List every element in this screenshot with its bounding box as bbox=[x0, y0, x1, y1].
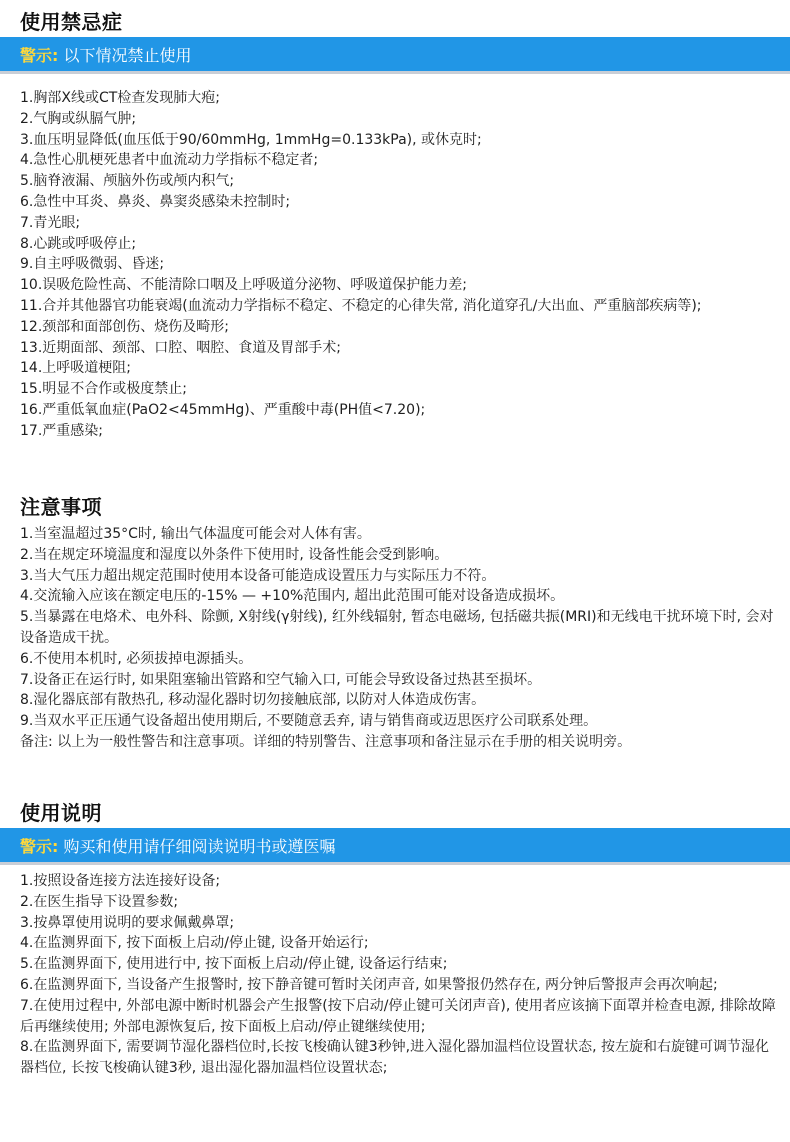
warning-message: 以下情况禁止使用 bbox=[63, 46, 192, 65]
list-item: 1.按照设备连接方法连接好设备; bbox=[20, 873, 221, 889]
notes-title: 注意事项 bbox=[20, 495, 102, 519]
contraindications-warning-banner bbox=[0, 37, 790, 74]
list-item: 15.明显不合作或极度禁止; bbox=[20, 381, 187, 398]
usage-list bbox=[20, 871, 780, 1079]
list-item: 4.在监测界面下, 按下面板上启动/停止键, 设备开始运行; bbox=[20, 935, 369, 952]
list-item: 6.在监测界面下, 当设备产生报警时, 按下静音键可暂时关闭声音, 如果警报仍然存在, 两分钟后警报声会再次响起; bbox=[20, 976, 718, 993]
list-item: 3.当大气压力超出规定范围时使用本设备可能造成设置压力与实际压力不符。 bbox=[20, 567, 496, 584]
list-item: 7.在使用过程中, 外部电源中断时机器会产生报警(按下启动/停止键可关闭声音), 使用者应该摘下面罩并检查电源, 排除故障后再继续使用; 外部电源恢复后, 按下面板上启动/停止键继续使用; bbox=[20, 997, 776, 1035]
list-item: 8.在监测界面下, 需要调节湿化器档位时,长按飞梭确认键3秒钟,进入湿化器加温档位设置状态, 按左旋和右旋键可调节湿化器档位, 长按飞梭确认键3秒, 退出湿化器加温档位设置状态; bbox=[20, 1039, 769, 1077]
contraindications-title: 使用禁忌症 bbox=[20, 10, 123, 34]
list-item: 14.上呼吸道梗阻; bbox=[20, 360, 131, 377]
usage-title: 使用说明 bbox=[20, 801, 102, 825]
list-item: 4.急性心肌梗死患者中血流动力学指标不稳定者; bbox=[20, 152, 319, 169]
list-item: 8.湿化器底部有散热孔, 移动湿化器时切勿接触底部, 以防对人体造成伤害。 bbox=[20, 692, 486, 709]
warning-label: 警示: bbox=[20, 46, 59, 65]
usage-warning-banner bbox=[0, 828, 790, 865]
list-item: 2.气胸或纵膈气肿; bbox=[20, 110, 137, 127]
list-item: 8.心跳或呼吸停止; bbox=[20, 235, 137, 252]
warning-message: 购买和使用请仔细阅读说明书或遵医嘱 bbox=[63, 837, 336, 856]
notes-list bbox=[20, 524, 780, 753]
list-item: 9.当双水平正压通气设备超出使用期后, 不要随意丢弃, 请与销售商或迈思医疗公司联系处理。 bbox=[20, 713, 598, 730]
list-item: 9.自主呼吸微弱、昏迷; bbox=[20, 256, 165, 273]
list-item: 5.脑脊液漏、颅脑外伤或颅内积气; bbox=[20, 173, 235, 190]
list-item: 2.当在规定环境温度和湿度以外条件下使用时, 设备性能会受到影响。 bbox=[20, 546, 449, 563]
list-item: 5.当暴露在电烙术、电外科、除颤, X射线(γ射线), 红外线辐射, 暂态电磁场, 包括磁共振(MRI)和无线电干扰环境下时, 会对设备造成干扰。 bbox=[20, 609, 774, 646]
list-item: 6.不使用本机时, 必须拔掉电源插头。 bbox=[20, 650, 253, 667]
list-item: 3.按鼻罩使用说明的要求佩戴鼻罩; bbox=[20, 914, 235, 931]
contraindications-list bbox=[20, 88, 780, 442]
list-item: 3.血压明显降低(血压低于90/60mmHg, 1mmHg=0.133kPa), 或休克时; bbox=[20, 131, 482, 148]
list-item: 10.误吸危险性高、不能清除口咽及上呼吸道分泌物、呼吸道保护能力差; bbox=[20, 277, 467, 294]
list-item: 17.严重感染; bbox=[20, 422, 103, 439]
list-item: 4.交流输入应该在额定电压的-15% — +10%范围内, 超出此范围可能对设备造成损坏。 bbox=[20, 588, 565, 605]
list-item: 11.合并其他器官功能衰竭(血流动力学指标不稳定、不稳定的心律失常, 消化道穿孔/大出血、严重脑部疾病等); bbox=[20, 297, 702, 314]
warning-label: 警示: bbox=[20, 837, 59, 856]
list-item: 16.严重低氧血症(PaO2<45mmHg)、严重酸中毒(PH值<7.20); bbox=[20, 401, 426, 418]
list-item: 备注: 以上为一般性警告和注意事项。详细的特别警告、注意事项和备注显示在手册的相关说明旁。 bbox=[20, 733, 632, 750]
list-item: 1.当室温超过35°C时, 输出气体温度可能会对人体有害。 bbox=[20, 526, 371, 542]
list-item: 6.急性中耳炎、鼻炎、鼻窦炎感染未控制时; bbox=[20, 193, 291, 210]
list-item: 12.颈部和面部创伤、烧伤及畸形; bbox=[20, 318, 229, 335]
list-item: 5.在监测界面下, 使用进行中, 按下面板上启动/停止键, 设备运行结束; bbox=[20, 956, 448, 973]
list-item: 7.青光眼; bbox=[20, 214, 81, 231]
list-item: 7.设备正在运行时, 如果阻塞输出管路和空气输入口, 可能会导致设备过热甚至损坏。 bbox=[20, 671, 542, 688]
list-item: 2.在医生指导下设置参数; bbox=[20, 893, 179, 910]
list-item: 1.胸部X线或CT检查发现肺大疱; bbox=[20, 90, 220, 106]
list-item: 13.近期面部、颈部、口腔、咽腔、食道及胃部手术; bbox=[20, 339, 341, 356]
